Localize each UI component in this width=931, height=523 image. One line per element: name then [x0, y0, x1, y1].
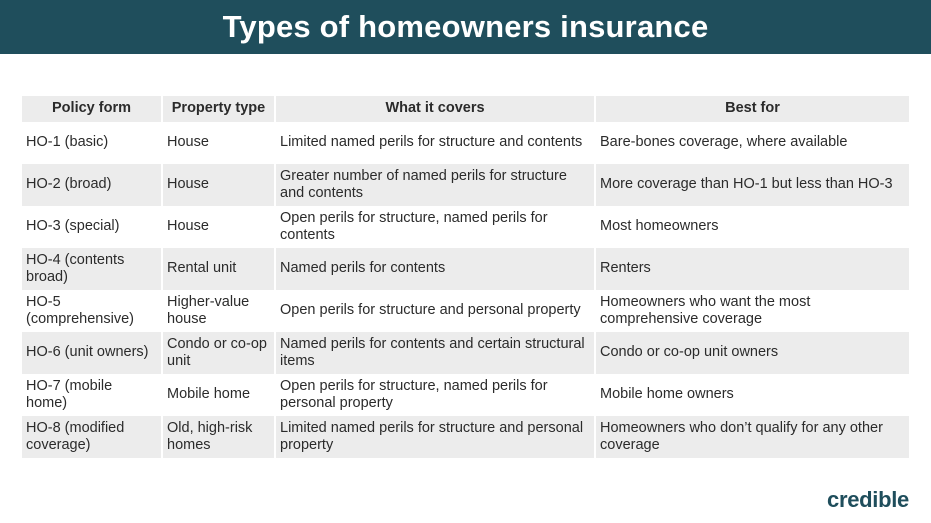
cell-property-type: Condo or co-op unit	[163, 332, 274, 374]
table-row	[22, 374, 909, 416]
cell-property-type: Rental unit	[163, 248, 274, 290]
column-header-property-type: Property type	[163, 96, 274, 122]
cell-policy-form: HO-2 (broad)	[22, 164, 161, 206]
cell-policy-form: HO-5 (comprehensive)	[22, 290, 161, 332]
table-row	[22, 416, 909, 458]
cell-what-it-covers: Limited named perils for structure and contents	[276, 122, 594, 164]
cell-property-type: Old, high-risk homes	[163, 416, 274, 458]
title-banner	[0, 0, 931, 54]
insurance-types-table	[20, 96, 911, 458]
cell-property-type: Higher-value house	[163, 290, 274, 332]
cell-best-for: Mobile home owners	[596, 374, 909, 416]
cell-what-it-covers: Named perils for contents	[276, 248, 594, 290]
column-header-policy-form: Policy form	[22, 96, 161, 122]
cell-property-type: House	[163, 164, 274, 206]
cell-policy-form: HO-8 (modified coverage)	[22, 416, 161, 458]
table-row	[22, 164, 909, 206]
cell-policy-form: HO-4 (contents broad)	[22, 248, 161, 290]
column-header-what-it-covers: What it covers	[276, 96, 594, 122]
cell-policy-form: HO-1 (basic)	[22, 122, 161, 164]
cell-property-type: House	[163, 206, 274, 248]
page-title: Types of homeowners insurance	[222, 9, 709, 44]
table-row	[22, 332, 909, 374]
cell-best-for: Most homeowners	[596, 206, 909, 248]
cell-best-for: Bare-bones coverage, where available	[596, 122, 909, 164]
cell-property-type: House	[163, 122, 274, 164]
cell-best-for: More coverage than HO-1 but less than HO-3	[596, 164, 909, 206]
cell-best-for: Condo or co-op unit owners	[596, 332, 909, 374]
cell-what-it-covers: Open perils for structure, named perils for personal property	[276, 374, 594, 416]
table-row	[22, 206, 909, 248]
cell-what-it-covers: Named perils for contents and certain structural items	[276, 332, 594, 374]
credible-logo: credible	[827, 487, 909, 512]
cell-what-it-covers: Open perils for structure, named perils for contents	[276, 206, 594, 248]
cell-what-it-covers: Open perils for structure and personal property	[276, 290, 594, 332]
cell-property-type: Mobile home	[163, 374, 274, 416]
column-header-best-for: Best for	[596, 96, 909, 122]
cell-best-for: Homeowners who don’t qualify for any other coverage	[596, 416, 909, 458]
cell-policy-form: HO-3 (special)	[22, 206, 161, 248]
table-row	[22, 290, 909, 332]
table-header	[22, 96, 909, 122]
insurance-table-container	[22, 96, 907, 458]
cell-policy-form: HO-6 (unit owners)	[22, 332, 161, 374]
table-body	[22, 122, 909, 458]
cell-policy-form: HO-7 (mobile home)	[22, 374, 161, 416]
table-row	[22, 248, 909, 290]
table-row	[22, 122, 909, 164]
cell-what-it-covers: Limited named perils for structure and personal property	[276, 416, 594, 458]
cell-what-it-covers: Greater number of named perils for structure and contents	[276, 164, 594, 206]
cell-best-for: Renters	[596, 248, 909, 290]
cell-best-for: Homeowners who want the most comprehensive coverage	[596, 290, 909, 332]
